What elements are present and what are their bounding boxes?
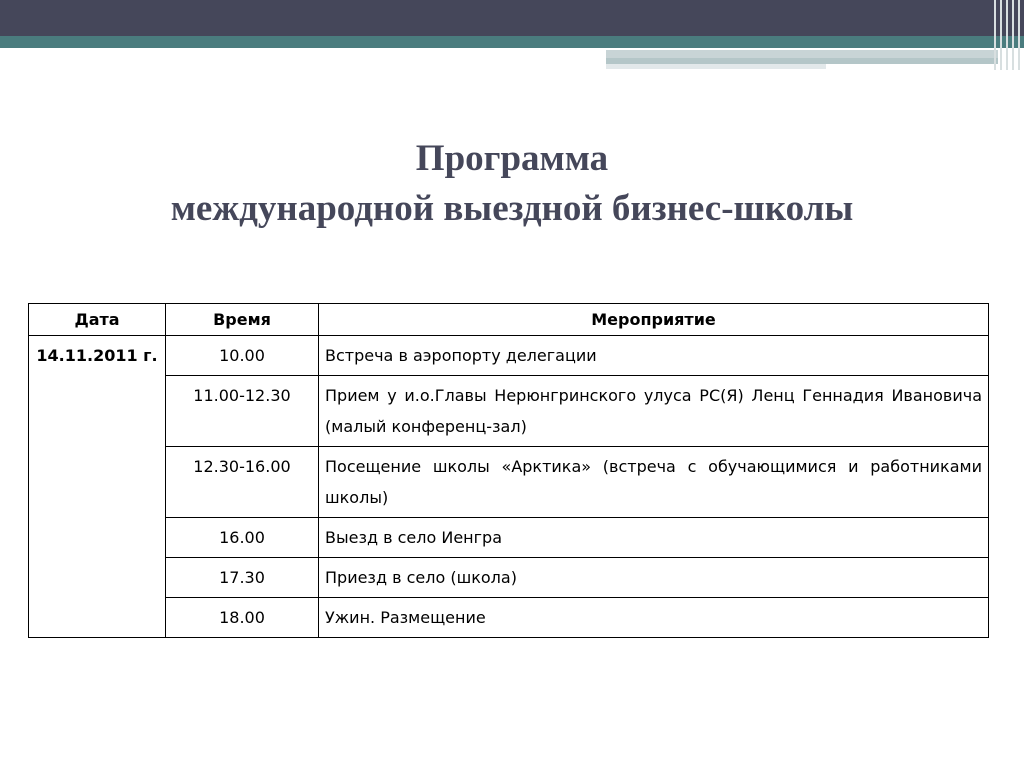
header-date: Дата [29, 304, 166, 336]
table-header-row [29, 304, 989, 336]
event-cell: Приезд в село (школа) [319, 558, 989, 598]
time-cell: 11.00-12.30 [166, 376, 319, 447]
page-title [0, 134, 1024, 234]
header-time: Время [166, 304, 319, 336]
table-row [29, 598, 989, 638]
decor-vertical-lines [994, 0, 1024, 70]
event-cell: Выезд в село Иенгра [319, 518, 989, 558]
title-line-2: международной выездной бизнес-школы [170, 188, 854, 229]
header-event: Мероприятие [319, 304, 989, 336]
time-cell: 18.00 [166, 598, 319, 638]
time-cell: 16.00 [166, 518, 319, 558]
table-row [29, 447, 989, 518]
title-line-1: Программа [415, 138, 609, 179]
event-cell: Посещение школы «Арктика» (встреча с обучающимися и работниками школы) [319, 447, 989, 518]
header-bar-teal [0, 36, 1024, 48]
decor-strip [606, 50, 998, 58]
date-cell: 14.11.2011 г. [29, 336, 166, 638]
table-row [29, 518, 989, 558]
header-bar-dark [0, 0, 1024, 36]
schedule-table [28, 303, 989, 638]
time-cell: 17.30 [166, 558, 319, 598]
table-row [29, 558, 989, 598]
time-cell: 12.30-16.00 [166, 447, 319, 518]
table-row [29, 376, 989, 447]
decor-strip [606, 64, 826, 69]
event-cell: Ужин. Размещение [319, 598, 989, 638]
table-row [29, 336, 989, 376]
event-cell: Прием у и.о.Главы Нерюнгринского улуса РС(Я) Ленц Геннадия Ивановича (малый конференц-зал) [319, 376, 989, 447]
time-cell: 10.00 [166, 336, 319, 376]
event-cell: Встреча в аэропорту делегации [319, 336, 989, 376]
